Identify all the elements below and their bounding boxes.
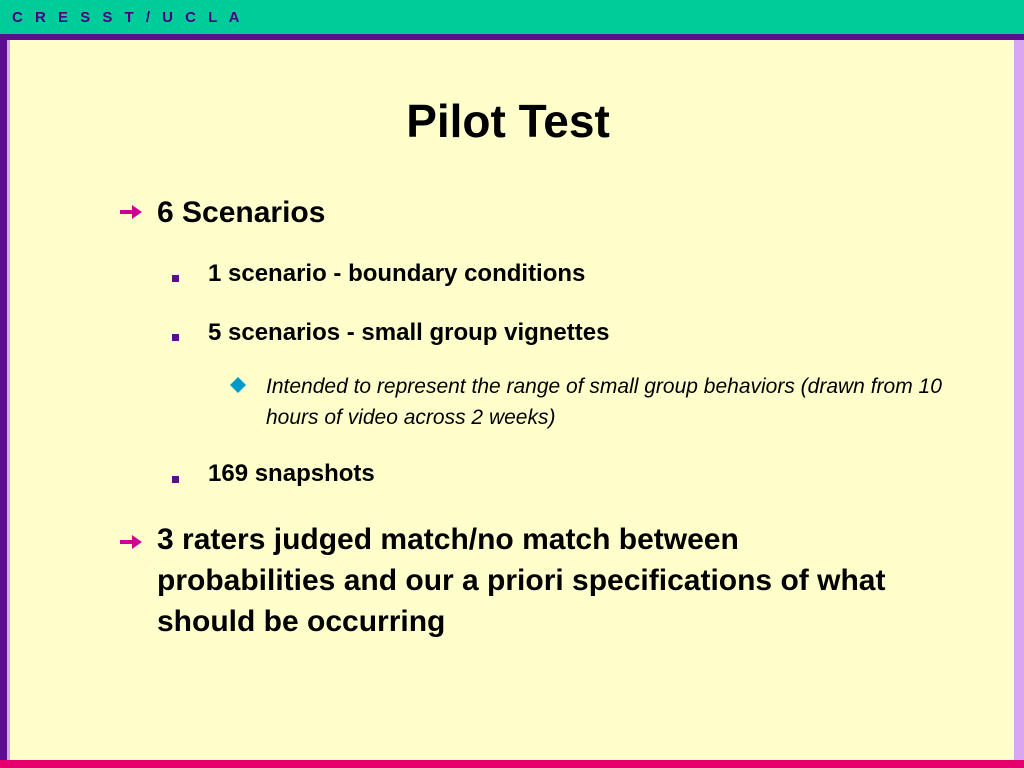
- sub-bullet-text: 5 scenarios - small group vignettes: [208, 319, 610, 346]
- bullet-text: 6 Scenarios: [157, 196, 326, 229]
- diamond-bullet-icon: [229, 376, 247, 394]
- bullet-text: 3 raters judged match/no match between probabilities and our a priori specifications of what should be occurring: [157, 523, 886, 638]
- sub-bullet-text: 1 scenario - boundary conditions: [208, 260, 586, 287]
- header-label: C R E S S T / U C L A: [12, 9, 244, 26]
- arrow-right-icon: [118, 201, 144, 223]
- square-bullet-icon: [172, 334, 179, 341]
- sub-sub-bullet-text: Intended to represent the range of small group behaviors (drawn from 10 hours of video across 2 weeks): [266, 375, 942, 429]
- sub-bullet-text: 169 snapshots: [208, 460, 375, 487]
- slide-title: Pilot Test: [406, 95, 610, 147]
- square-bullet-icon: [172, 476, 179, 483]
- square-bullet-icon: [172, 275, 179, 282]
- arrow-right-icon: [118, 531, 144, 553]
